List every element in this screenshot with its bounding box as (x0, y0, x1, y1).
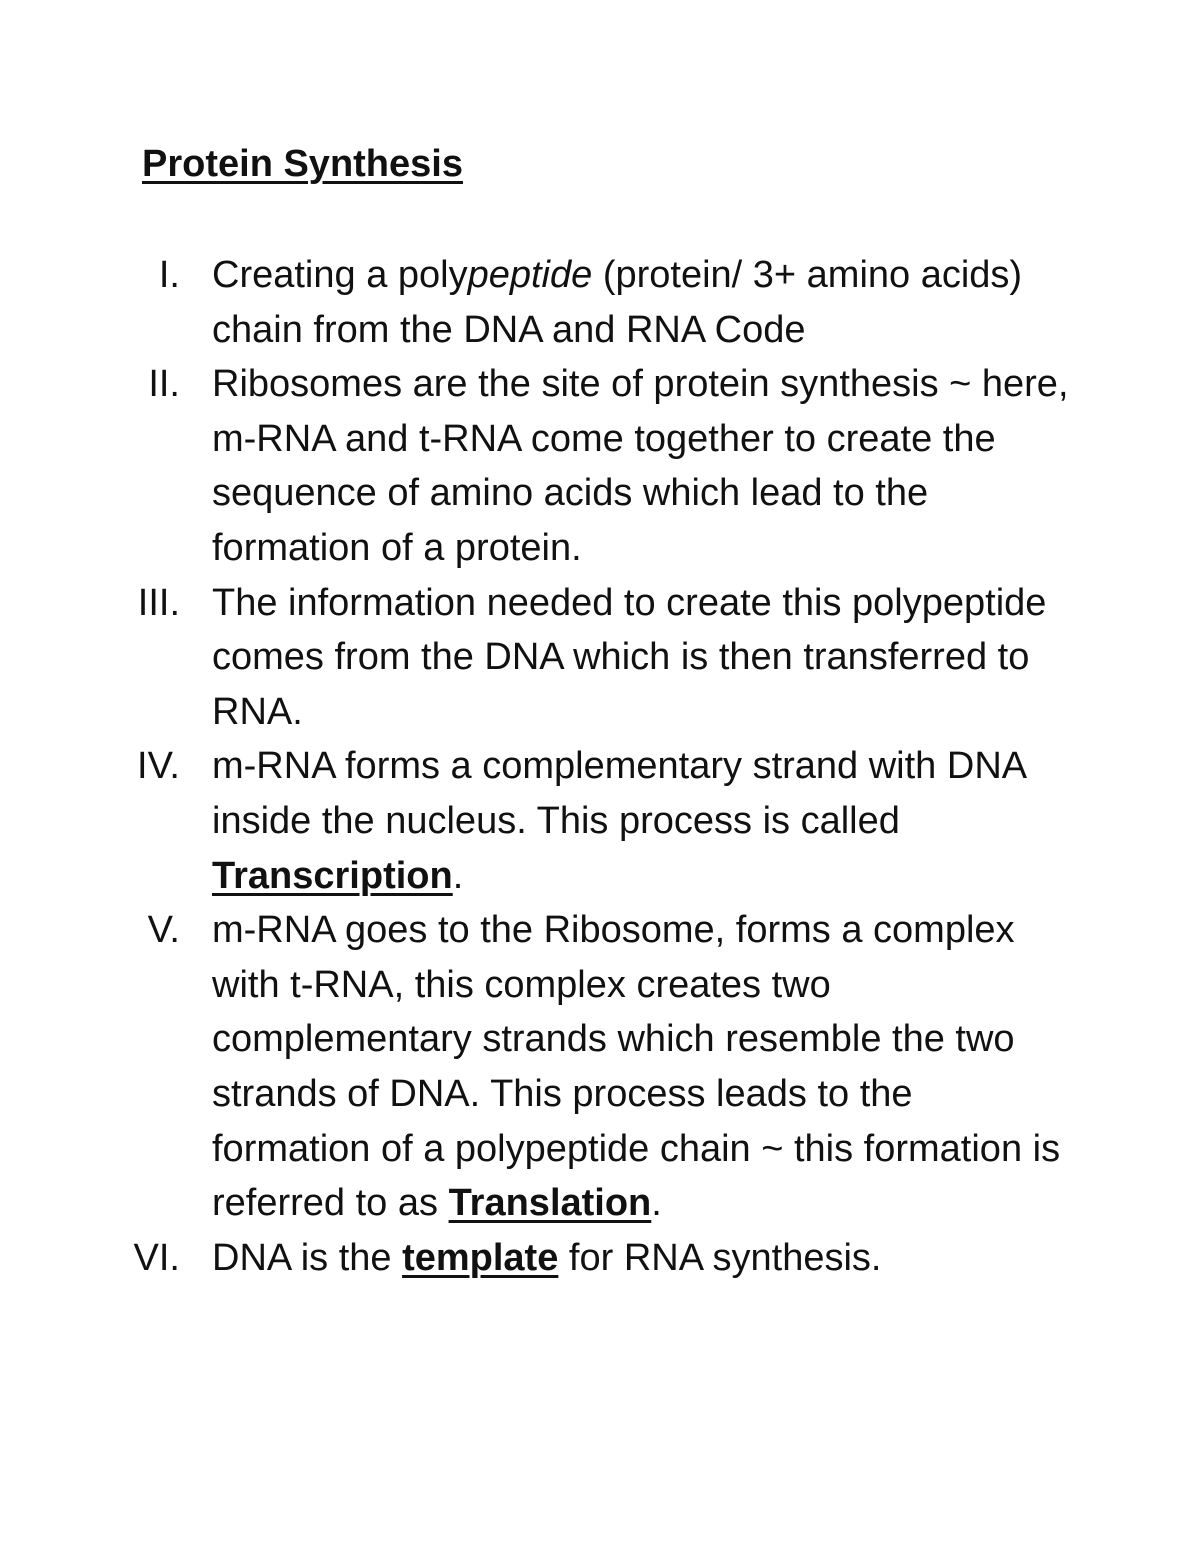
item-text: Ribosomes are the site of protein synthesis ~ here, m-RNA and t-RNA come together to create the sequence of amino acids which lead to the formation of a protein. (212, 363, 1069, 569)
item-numeral: III. (137, 581, 180, 624)
item-text-segment: for RNA synthesis. (558, 1236, 882, 1279)
list-item (0, 576, 1200, 740)
item-text-segment: (protein/ 3+ amino acids) chain from the DNA and RNA Code (212, 254, 1023, 351)
item-text (212, 1231, 1072, 1286)
item-numeral: VI. (133, 1236, 180, 1279)
key-term-transcription: Transcription (212, 854, 453, 897)
item-text (212, 248, 1072, 357)
item-text-segment: m-RNA forms a complementary strand with DNA inside the nucleus. This process is called (212, 745, 1026, 842)
document-title: Protein Synthesis (142, 143, 463, 185)
item-text-segment: Creating a poly (212, 254, 468, 296)
item-italic-term: peptide (467, 254, 593, 296)
list-item (0, 739, 1200, 903)
item-numeral: II. (148, 363, 180, 406)
item-text-segment: . (651, 1182, 662, 1225)
item-text-segment: . (452, 854, 464, 897)
outline-list (0, 248, 1200, 1285)
item-numeral: V. (147, 909, 180, 952)
item-text: The information needed to create this polypeptide comes from the DNA which is then transferred to RNA. (212, 581, 1047, 733)
item-numeral: I. (158, 254, 180, 296)
list-item (0, 248, 1200, 357)
item-text-segment: DNA is the (212, 1236, 403, 1279)
list-item (0, 1231, 1200, 1286)
list-item (0, 357, 1200, 575)
item-text (212, 739, 1072, 903)
item-text-segment: m-RNA goes to the Ribosome, forms a complex with t-RNA, this complex creates two complementary strands which resemble the two strands of DNA. This process leads to the formation of a polypeptide chain ~ this formation is referred to as (212, 909, 1061, 1225)
item-text (212, 903, 1072, 1231)
key-term-translation: Translation (448, 1182, 652, 1225)
list-item (0, 903, 1200, 1231)
item-numeral: IV. (137, 745, 180, 788)
key-term-template: template (402, 1236, 559, 1279)
